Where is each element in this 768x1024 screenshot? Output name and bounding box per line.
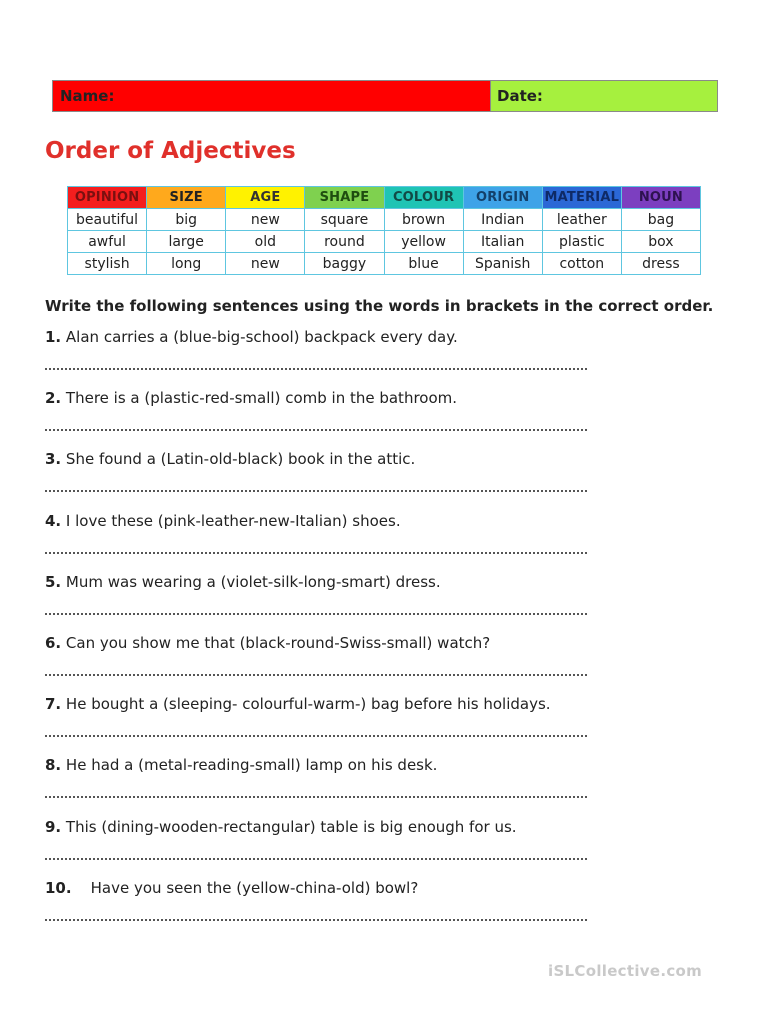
table-header-age: AGE [226,187,305,209]
question-text [45,818,517,836]
table-cell: blue [384,253,463,275]
table-header-colour: COLOUR [384,187,463,209]
table-cell: awful [68,231,147,253]
table-header-noun: NOUN [621,187,700,209]
question-item [45,328,725,389]
site-logo: iSLCollective.com [548,962,703,980]
answer-line[interactable] [45,735,587,737]
question-item [45,756,725,817]
answer-line[interactable] [45,552,587,554]
question-item [45,818,725,879]
name-field[interactable] [53,81,491,111]
question-list [45,328,725,940]
table-header-row [68,187,701,209]
question-text [45,756,437,774]
question-item [45,450,725,511]
table-cell: leather [542,209,621,231]
answer-line[interactable] [45,796,587,798]
table-cell: dress [621,253,700,275]
question-item [45,695,725,756]
question-number: 9. [45,817,62,836]
question-text [45,328,458,346]
table-cell: cotton [542,253,621,275]
question-text [45,450,415,468]
question-item [45,879,725,940]
question-sentence: Alan carries a (blue-big-school) backpack every day. [65,328,458,346]
question-number: 10. [45,878,72,897]
question-number: 4. [45,511,62,530]
table-cell: stylish [68,253,147,275]
table-row [68,231,701,253]
answer-line[interactable] [45,490,587,492]
question-number: 7. [45,695,62,714]
question-number: 2. [45,389,62,408]
table-row [68,253,701,275]
question-text [45,512,401,530]
table-cell: large [147,231,226,253]
question-sentence: He bought a (sleeping- colourful-warm-) bag before his holidays. [65,695,551,714]
question-number: 1. [45,328,62,346]
name-date-bar [52,80,718,112]
table-cell: old [226,231,305,253]
question-sentence: I love these (pink-leather-new-Italian) shoes. [65,511,401,530]
table-cell: new [226,209,305,231]
question-text [45,695,551,713]
table-cell: new [226,253,305,275]
answer-line[interactable] [45,613,587,615]
adjective-order-table [67,186,701,275]
question-sentence: This (dining-wooden-rectangular) table is big enough for us. [65,817,517,836]
answer-line[interactable] [45,858,587,860]
page-title: Order of Adjectives [45,138,296,164]
date-label: Date: [497,87,543,105]
table-cell: round [305,231,384,253]
table-cell: Spanish [463,253,542,275]
answer-line[interactable] [45,368,587,370]
table-cell: long [147,253,226,275]
question-item [45,634,725,695]
question-number: 5. [45,572,62,591]
question-item [45,573,725,634]
question-number: 3. [45,450,62,469]
table-cell: yellow [384,231,463,253]
question-text [45,879,418,897]
question-sentence: She found a (Latin-old-black) book in the attic. [65,450,416,469]
question-sentence: Can you show me that (black-round-Swiss-small) watch? [65,633,491,652]
table-header-origin: ORIGIN [463,187,542,209]
question-item [45,512,725,573]
table-body [68,209,701,275]
table-cell: baggy [305,253,384,275]
answer-line[interactable] [45,429,587,431]
table-cell: bag [621,209,700,231]
table-header-shape: SHAPE [305,187,384,209]
table-header-size: SIZE [147,187,226,209]
table-header-material: MATERIAL [542,187,621,209]
question-sentence: Mum was wearing a (violet-silk-long-smart) dress. [65,572,441,591]
question-number: 6. [45,633,62,652]
date-field[interactable] [491,81,717,111]
question-item [45,389,725,450]
question-text [45,389,457,407]
question-text [45,573,441,591]
question-sentence: Have you seen the (yellow-china-old) bowl? [90,878,419,897]
table-header-opinion: OPINION [68,187,147,209]
table-cell: beautiful [68,209,147,231]
answer-line[interactable] [45,919,587,921]
table-cell: brown [384,209,463,231]
question-text [45,634,490,652]
name-label: Name: [60,87,115,105]
table-cell: big [147,209,226,231]
instruction-text: Write the following sentences using the words in brackets in the correct order. [45,297,714,315]
table-row [68,209,701,231]
table-cell: square [305,209,384,231]
table-cell: plastic [542,231,621,253]
question-sentence: He had a (metal-reading-small) lamp on his desk. [65,756,438,775]
answer-line[interactable] [45,674,587,676]
table-cell: box [621,231,700,253]
table-cell: Italian [463,231,542,253]
question-sentence: There is a (plastic-red-small) comb in the bathroom. [65,389,458,408]
question-number: 8. [45,756,62,775]
table-cell: Indian [463,209,542,231]
